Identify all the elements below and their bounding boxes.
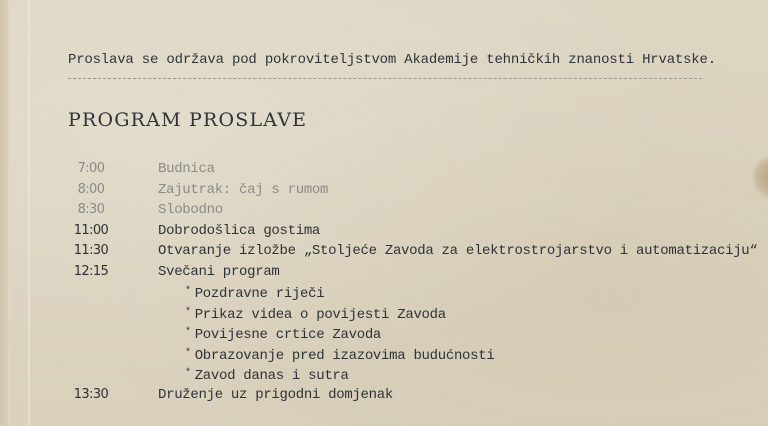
page-title: PROGRAM PROSLAVE: [68, 109, 308, 131]
schedule-desc: Slobodno: [158, 202, 223, 218]
schedule-row: [68, 385, 768, 406]
subprogram-label: Povijesne crtice Zavoda: [194, 327, 382, 343]
asterisk-bullet-icon: *: [185, 347, 191, 359]
subprogram-label: Prikaz videa o povijesti Zavoda: [194, 306, 446, 323]
asterisk-bullet-icon: *: [185, 327, 191, 338]
subprogram-item: [68, 303, 768, 324]
subprogram-item: [68, 364, 768, 385]
subprogram-item: [68, 344, 768, 365]
schedule-list: [68, 159, 768, 405]
schedule-row: [68, 200, 768, 221]
asterisk-bullet-icon: *: [185, 286, 191, 297]
schedule-desc: Budnica: [158, 161, 215, 177]
schedule-desc: Druženje uz prigodni domjenak: [158, 386, 393, 403]
paper-fold-line: [28, 0, 30, 426]
subprogram-label: Zavod danas i sutra: [194, 368, 349, 384]
schedule-desc: Svečani program: [158, 263, 280, 280]
subprogram-label: Obrazovanje pred izazovima budućnosti: [194, 347, 495, 364]
schedule-row: [68, 241, 768, 262]
schedule-desc: Zajutrak: čaj s rumom: [158, 181, 329, 198]
schedule-time: 13:30: [73, 386, 109, 402]
asterisk-bullet-icon: *: [185, 306, 191, 318]
schedule-row: [68, 180, 768, 201]
schedule-row: [68, 221, 768, 242]
schedule-time: 8:00: [77, 181, 105, 197]
dashed-divider: [68, 78, 702, 79]
patronage-note[interactable]: Proslava se održava pod pokroviteljstvom Akademije tehničkih znanosti Hrvatske.: [68, 52, 716, 68]
schedule-time: 11:00: [73, 222, 109, 238]
schedule-row: [68, 159, 768, 180]
schedule-desc: Dobrodošlica gostima: [158, 222, 321, 239]
paper-edge: [0, 0, 10, 426]
subprogram-item: [68, 323, 768, 344]
schedule-time: 7:00: [77, 161, 105, 176]
schedule-time: 11:30: [73, 243, 109, 258]
subprogram-label: Pozdravne riječi: [194, 286, 325, 302]
schedule-time: 12:15: [73, 263, 109, 279]
schedule-time: 8:30: [77, 202, 105, 217]
schedule-desc: Otvaranje izložbe „Stoljeće Zavoda za elektrostrojarstvo i automatizaciju“: [158, 243, 758, 259]
schedule-row: [68, 262, 768, 283]
asterisk-bullet-icon: *: [185, 368, 191, 379]
subprogram-item: [68, 282, 768, 303]
